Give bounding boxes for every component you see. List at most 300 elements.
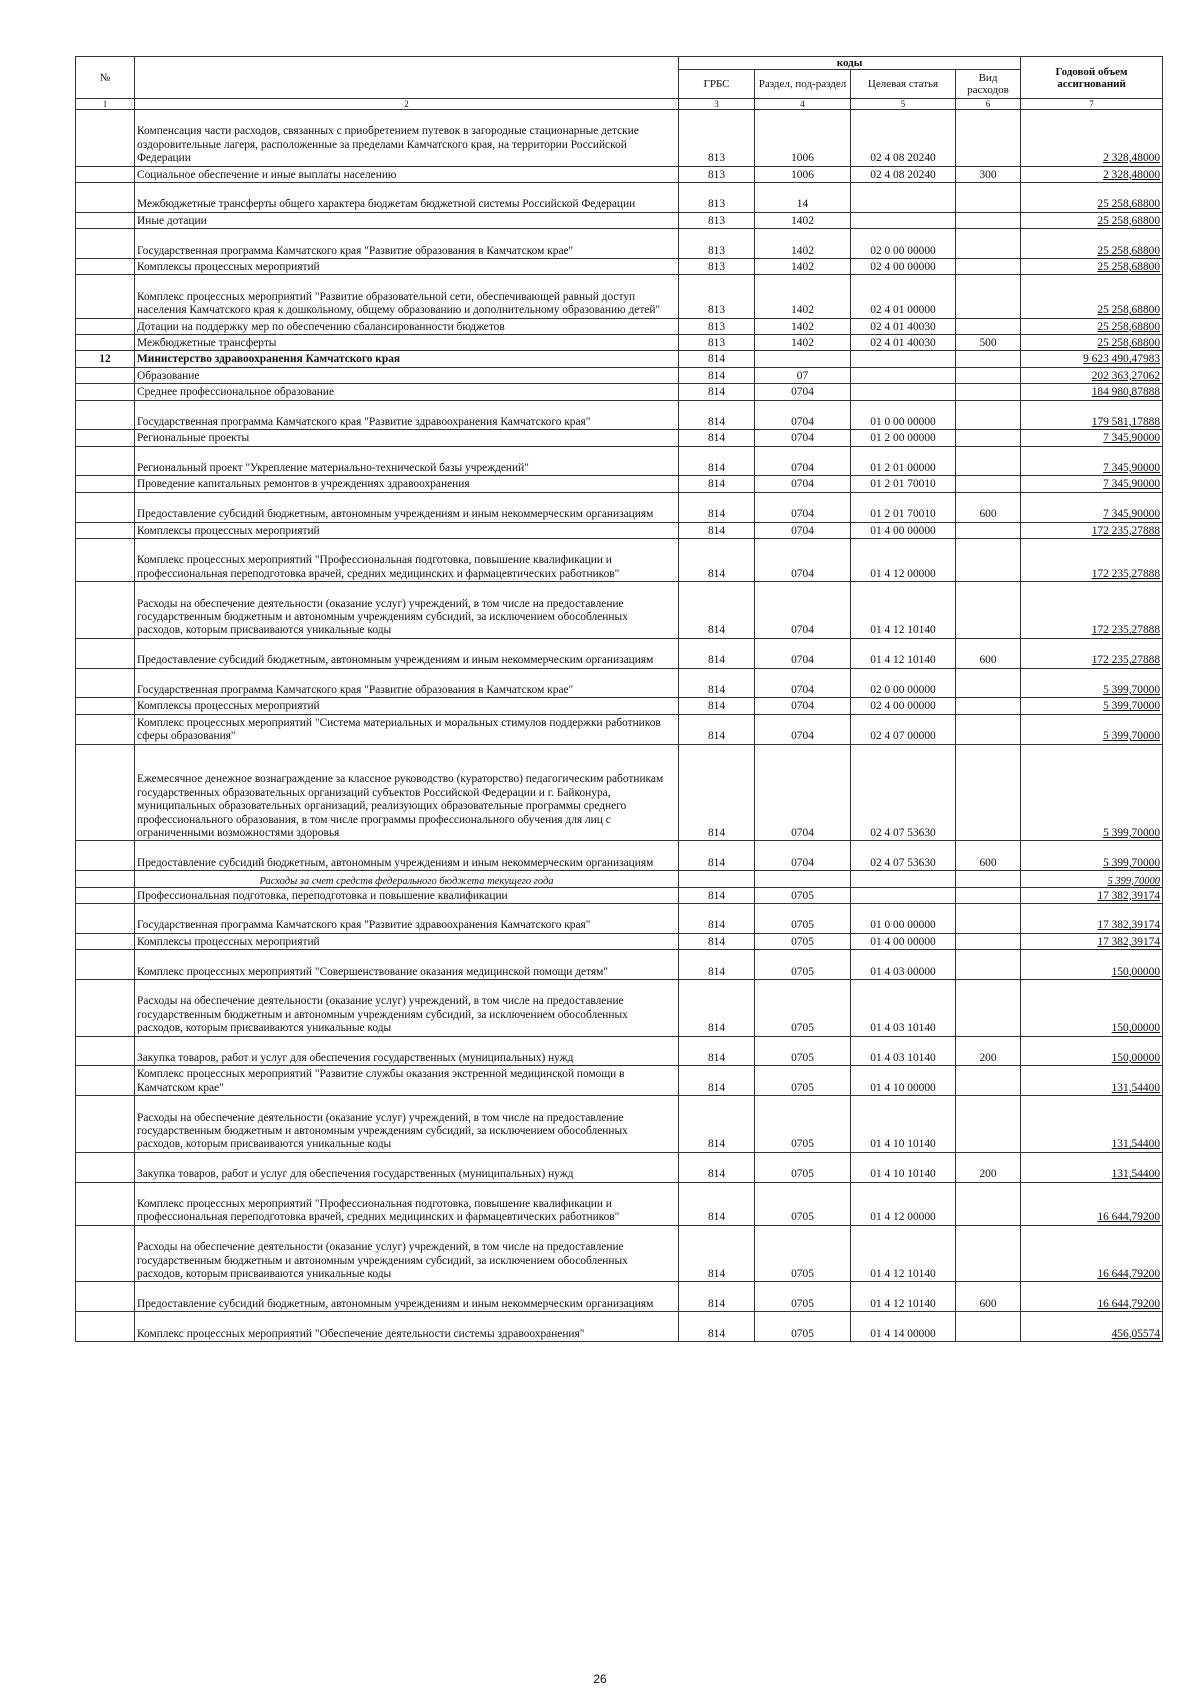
row-number [76, 744, 135, 841]
row-number [76, 476, 135, 492]
row-razdel: 0704 [755, 400, 851, 430]
row-expense-type: 300 [956, 166, 1021, 182]
row-name: Комплекс процессных мероприятий "Профессиональная подготовка, повышение квалификации и профессиональная переподготовка врачей, средних медицинских и фармацевтических работников" [135, 1182, 679, 1225]
row-grbs: 813 [679, 212, 755, 228]
row-razdel: 0704 [755, 476, 851, 492]
row-name: Комплексы процессных мероприятий [135, 698, 679, 714]
row-grbs [679, 871, 755, 887]
table-row [76, 446, 1163, 476]
row-amount: 25 258,68800 [1021, 182, 1163, 212]
row-number [76, 714, 135, 744]
row-target-article [851, 887, 956, 903]
table-row [76, 229, 1163, 259]
header-grbs: ГРБС [679, 70, 755, 99]
row-number [76, 166, 135, 182]
row-name: Комплексы процессных мероприятий [135, 258, 679, 274]
row-number [76, 1066, 135, 1096]
budget-table [75, 56, 1163, 1342]
table-row [76, 539, 1163, 582]
row-number [76, 582, 135, 639]
row-amount: 131,54400 [1021, 1096, 1163, 1153]
header-target-article: Целевая статья [851, 70, 956, 99]
row-target-article: 01 4 12 10140 [851, 582, 956, 639]
row-number [76, 1282, 135, 1312]
row-target-article: 01 0 00 00000 [851, 400, 956, 430]
row-grbs: 814 [679, 351, 755, 367]
row-target-article: 01 2 01 70010 [851, 492, 956, 522]
row-amount: 5 399,70000 [1021, 698, 1163, 714]
header-codes: коды [679, 57, 1021, 70]
row-name: Компенсация части расходов, связанных с приобретением путевок в загородные стационарные детские оздоровительные лагеря, расположенные за пределами Камчатского края, на территории Российской Федерации [135, 110, 679, 167]
row-expense-type [956, 714, 1021, 744]
row-amount: 7 345,90000 [1021, 446, 1163, 476]
row-target-article: 02 4 07 00000 [851, 714, 956, 744]
table-row [76, 871, 1163, 887]
row-target-article: 01 4 03 00000 [851, 950, 956, 980]
table-row [76, 1282, 1163, 1312]
row-amount: 7 345,90000 [1021, 430, 1163, 446]
row-target-article: 01 4 12 00000 [851, 539, 956, 582]
row-razdel: 0705 [755, 1282, 851, 1312]
row-target-article: 02 4 01 40030 [851, 318, 956, 334]
row-target-article: 02 0 00 00000 [851, 229, 956, 259]
row-name: Государственная программа Камчатского края "Развитие образования в Камчатском крае" [135, 229, 679, 259]
table-row [76, 430, 1163, 446]
row-number [76, 229, 135, 259]
row-name: Проведение капитальных ремонтов в учреждениях здравоохранения [135, 476, 679, 492]
row-amount: 131,54400 [1021, 1152, 1163, 1182]
row-razdel: 0704 [755, 384, 851, 400]
row-expense-type [956, 1182, 1021, 1225]
row-expense-type: 200 [956, 1036, 1021, 1066]
row-number [76, 110, 135, 167]
row-number [76, 887, 135, 903]
row-number [76, 904, 135, 934]
row-grbs: 814 [679, 446, 755, 476]
row-expense-type [956, 698, 1021, 714]
row-name: Дотации на поддержку мер по обеспечению сбалансированности бюджетов [135, 318, 679, 334]
col-number: 1 [76, 99, 135, 110]
row-expense-type: 500 [956, 334, 1021, 350]
table-row [76, 714, 1163, 744]
row-razdel: 0704 [755, 446, 851, 476]
row-grbs: 814 [679, 841, 755, 871]
row-expense-type [956, 476, 1021, 492]
table-body [76, 110, 1163, 1342]
row-expense-type [956, 979, 1021, 1036]
row-amount: 5 399,70000 [1021, 714, 1163, 744]
row-razdel: 0705 [755, 1312, 851, 1342]
row-amount: 16 644,79200 [1021, 1182, 1163, 1225]
row-razdel: 0704 [755, 698, 851, 714]
table-row [76, 1312, 1163, 1342]
row-razdel: 1006 [755, 166, 851, 182]
row-name: Предоставление субсидий бюджетным, автономным учреждениям и иным некоммерческим организациям [135, 638, 679, 668]
header-name [135, 57, 679, 99]
row-target-article [851, 212, 956, 228]
row-expense-type [956, 904, 1021, 934]
table-row [76, 1066, 1163, 1096]
row-razdel: 0704 [755, 582, 851, 639]
row-target-article [851, 351, 956, 367]
row-expense-type [956, 933, 1021, 949]
row-name: Предоставление субсидий бюджетным, автономным учреждениям и иным некоммерческим организациям [135, 841, 679, 871]
row-target-article: 01 4 12 10140 [851, 1282, 956, 1312]
row-expense-type: 200 [956, 1152, 1021, 1182]
table-row [76, 887, 1163, 903]
row-expense-type [956, 400, 1021, 430]
row-expense-type [956, 582, 1021, 639]
table-row [76, 275, 1163, 318]
row-number [76, 1152, 135, 1182]
row-grbs: 814 [679, 430, 755, 446]
row-number [76, 841, 135, 871]
row-number [76, 334, 135, 350]
row-amount: 25 258,68800 [1021, 318, 1163, 334]
row-amount: 5 399,70000 [1021, 841, 1163, 871]
row-razdel: 0704 [755, 668, 851, 698]
row-grbs: 814 [679, 1225, 755, 1282]
row-name: Расходы на обеспечение деятельности (оказание услуг) учреждений, в том числе на предоставление государственным бюджетным и автономным учреждениям субсидий, за исключением обособленных расходов, которым присваиваются уникальные коды [135, 582, 679, 639]
row-razdel: 1402 [755, 334, 851, 350]
table-row [76, 698, 1163, 714]
col-number: 5 [851, 99, 956, 110]
table-row [76, 318, 1163, 334]
row-razdel: 0705 [755, 1182, 851, 1225]
table-row [76, 522, 1163, 538]
table-row [76, 1152, 1163, 1182]
row-grbs: 814 [679, 384, 755, 400]
row-grbs: 814 [679, 476, 755, 492]
row-grbs: 814 [679, 744, 755, 841]
row-amount: 25 258,68800 [1021, 275, 1163, 318]
row-number [76, 522, 135, 538]
table-row [76, 492, 1163, 522]
row-expense-type [956, 539, 1021, 582]
row-grbs: 814 [679, 1152, 755, 1182]
row-number [76, 638, 135, 668]
row-amount: 2 328,48000 [1021, 166, 1163, 182]
row-expense-type [956, 212, 1021, 228]
row-expense-type [956, 887, 1021, 903]
row-razdel: 0705 [755, 1036, 851, 1066]
row-target-article: 01 4 12 10140 [851, 1225, 956, 1282]
row-razdel: 0705 [755, 950, 851, 980]
row-grbs: 814 [679, 933, 755, 949]
row-expense-type [956, 318, 1021, 334]
row-expense-type [956, 744, 1021, 841]
row-razdel: 1402 [755, 229, 851, 259]
row-amount: 172 235,27888 [1021, 582, 1163, 639]
row-razdel: 0704 [755, 638, 851, 668]
row-target-article [851, 367, 956, 383]
row-grbs: 813 [679, 275, 755, 318]
row-razdel: 0704 [755, 430, 851, 446]
table-row [76, 904, 1163, 934]
row-target-article: 01 4 03 10140 [851, 979, 956, 1036]
row-name: Комплекс процессных мероприятий "Развитие службы оказания экстренной медицинской помощи в Камчатском крае" [135, 1066, 679, 1096]
row-target-article: 02 0 00 00000 [851, 668, 956, 698]
table-row [76, 638, 1163, 668]
row-amount: 17 382,39174 [1021, 904, 1163, 934]
row-grbs: 814 [679, 1066, 755, 1096]
row-target-article: 01 4 12 10140 [851, 638, 956, 668]
table-row [76, 367, 1163, 383]
row-number [76, 182, 135, 212]
row-name: Расходы на обеспечение деятельности (оказание услуг) учреждений, в том числе на предоставление государственным бюджетным и автономным учреждениям субсидий, за исключением обособленных расходов, которым присваиваются уникальные коды [135, 979, 679, 1036]
row-expense-type [956, 950, 1021, 980]
row-number [76, 871, 135, 887]
row-number [76, 1096, 135, 1153]
row-expense-type [956, 384, 1021, 400]
table-row [76, 668, 1163, 698]
row-razdel: 1402 [755, 318, 851, 334]
row-target-article: 02 4 08 20240 [851, 166, 956, 182]
row-razdel: 0705 [755, 1225, 851, 1282]
row-target-article: 01 4 00 00000 [851, 522, 956, 538]
row-grbs: 814 [679, 698, 755, 714]
row-razdel: 0704 [755, 492, 851, 522]
row-grbs: 814 [679, 492, 755, 522]
row-expense-type [956, 1312, 1021, 1342]
row-target-article: 01 4 00 00000 [851, 933, 956, 949]
row-amount: 17 382,39174 [1021, 933, 1163, 949]
row-expense-type: 600 [956, 638, 1021, 668]
row-target-article: 01 4 12 00000 [851, 1182, 956, 1225]
row-amount: 16 644,79200 [1021, 1282, 1163, 1312]
row-target-article: 01 2 01 00000 [851, 446, 956, 476]
row-grbs: 813 [679, 229, 755, 259]
row-expense-type [956, 229, 1021, 259]
col-number: 2 [135, 99, 679, 110]
row-grbs: 814 [679, 887, 755, 903]
row-number [76, 1182, 135, 1225]
row-amount: 25 258,68800 [1021, 229, 1163, 259]
row-target-article: 01 4 03 10140 [851, 1036, 956, 1066]
col-number: 3 [679, 99, 755, 110]
row-name: Предоставление субсидий бюджетным, автономным учреждениям и иным некоммерческим организациям [135, 492, 679, 522]
row-name: Министерство здравоохранения Камчатского края [135, 351, 679, 367]
row-razdel [755, 871, 851, 887]
table-row [76, 1182, 1163, 1225]
row-amount: 172 235,27888 [1021, 638, 1163, 668]
row-amount: 25 258,68800 [1021, 334, 1163, 350]
table-row [76, 110, 1163, 167]
row-name: Образование [135, 367, 679, 383]
row-amount: 7 345,90000 [1021, 476, 1163, 492]
row-target-article [851, 871, 956, 887]
row-grbs: 814 [679, 1282, 755, 1312]
row-target-article: 02 4 00 00000 [851, 698, 956, 714]
header-razdel: Раздел, под-раздел [755, 70, 851, 99]
row-name: Социальное обеспечение и иные выплаты населению [135, 166, 679, 182]
row-razdel [755, 351, 851, 367]
row-target-article: 01 4 10 10140 [851, 1096, 956, 1153]
row-expense-type [956, 1096, 1021, 1153]
row-target-article: 01 4 10 10140 [851, 1152, 956, 1182]
table-row [76, 1036, 1163, 1066]
row-name: Межбюджетные трансферты [135, 334, 679, 350]
row-expense-type: 600 [956, 492, 1021, 522]
row-number [76, 446, 135, 476]
table-row [76, 400, 1163, 430]
row-name: Государственная программа Камчатского края "Развитие здравоохранения Камчатского края" [135, 400, 679, 430]
table-row [76, 182, 1163, 212]
row-amount: 172 235,27888 [1021, 522, 1163, 538]
row-expense-type [956, 367, 1021, 383]
row-razdel: 0704 [755, 841, 851, 871]
row-amount: 7 345,90000 [1021, 492, 1163, 522]
row-expense-type [956, 522, 1021, 538]
row-number [76, 318, 135, 334]
row-grbs: 814 [679, 714, 755, 744]
row-name: Комплекс процессных мероприятий "Развитие образовательной сети, обеспечивающей равный доступ населения Камчатского края к дошкольному, общему образованию и дополнительному образованию детей" [135, 275, 679, 318]
row-name: Межбюджетные трансферты общего характера бюджетам бюджетной системы Российской Федерации [135, 182, 679, 212]
row-target-article [851, 384, 956, 400]
row-razdel: 0705 [755, 1152, 851, 1182]
table-header [76, 57, 1163, 110]
row-amount: 16 644,79200 [1021, 1225, 1163, 1282]
row-grbs: 814 [679, 522, 755, 538]
row-razdel: 0705 [755, 1096, 851, 1153]
row-expense-type: 600 [956, 841, 1021, 871]
row-number [76, 430, 135, 446]
row-name: Комплексы процессных мероприятий [135, 933, 679, 949]
row-name: Комплекс процессных мероприятий "Профессиональная подготовка, повышение квалификации и профессиональная переподготовка врачей, средних медицинских и фармацевтических работников" [135, 539, 679, 582]
row-expense-type [956, 668, 1021, 698]
row-name: Расходы за счет средств федерального бюджета текущего года [135, 871, 679, 887]
row-number [76, 1312, 135, 1342]
row-name: Комплексы процессных мероприятий [135, 522, 679, 538]
row-target-article: 02 4 07 53630 [851, 744, 956, 841]
row-name: Комплекс процессных мероприятий "Система материальных и моральных стимулов поддержки работников сферы образования" [135, 714, 679, 744]
header-num: № [76, 57, 135, 99]
row-number [76, 275, 135, 318]
row-razdel: 0704 [755, 522, 851, 538]
row-amount: 5 399,70000 [1021, 668, 1163, 698]
row-name: Предоставление субсидий бюджетным, автономным учреждениям и иным некоммерческим организациям [135, 1282, 679, 1312]
table-row [76, 212, 1163, 228]
row-grbs: 813 [679, 110, 755, 167]
row-expense-type [956, 182, 1021, 212]
row-target-article: 02 4 01 40030 [851, 334, 956, 350]
table-row [76, 841, 1163, 871]
row-number [76, 698, 135, 714]
table-row [76, 351, 1163, 367]
row-grbs: 813 [679, 182, 755, 212]
row-target-article: 02 4 07 53630 [851, 841, 956, 871]
row-amount: 131,54400 [1021, 1066, 1163, 1096]
table-row [76, 933, 1163, 949]
row-amount: 2 328,48000 [1021, 110, 1163, 167]
row-target-article: 01 2 01 70010 [851, 476, 956, 492]
header-expense-type: Вид расходов [956, 70, 1021, 99]
row-target-article [851, 182, 956, 212]
row-razdel: 1006 [755, 110, 851, 167]
row-grbs: 814 [679, 539, 755, 582]
row-number [76, 212, 135, 228]
row-amount: 17 382,39174 [1021, 887, 1163, 903]
row-razdel: 1402 [755, 258, 851, 274]
row-name: Региональные проекты [135, 430, 679, 446]
row-name: Расходы на обеспечение деятельности (оказание услуг) учреждений, в том числе на предоставление государственным бюджетным и автономным учреждениям субсидий, за исключением обособленных расходов, которым присваиваются уникальные коды [135, 1225, 679, 1282]
row-grbs: 813 [679, 258, 755, 274]
row-name: Ежемесячное денежное вознаграждение за классное руководство (кураторство) педагогическим работникам государственных образовательных организаций субъектов Российской Федерации и г. Байконура, муниципальных образовательных организаций, реализующих образовательные программы среднего профессионального образования, в том числе программы профессионального обучения для лиц с ограниченными возможностями здоровья [135, 744, 679, 841]
row-number [76, 400, 135, 430]
row-amount: 184 980,87888 [1021, 384, 1163, 400]
row-amount: 9 623 490,47983 [1021, 351, 1163, 367]
row-grbs: 814 [679, 904, 755, 934]
table-row [76, 744, 1163, 841]
row-razdel: 0704 [755, 714, 851, 744]
table-row [76, 166, 1163, 182]
row-number [76, 1225, 135, 1282]
row-target-article: 02 4 08 20240 [851, 110, 956, 167]
row-number [76, 1036, 135, 1066]
row-amount: 25 258,68800 [1021, 212, 1163, 228]
table-row [76, 334, 1163, 350]
row-grbs: 814 [679, 582, 755, 639]
col-number: 6 [956, 99, 1021, 110]
row-name: Государственная программа Камчатского края "Развитие здравоохранения Камчатского края" [135, 904, 679, 934]
row-expense-type [956, 351, 1021, 367]
row-expense-type [956, 1066, 1021, 1096]
row-grbs: 813 [679, 334, 755, 350]
row-amount: 172 235,27888 [1021, 539, 1163, 582]
table-row [76, 258, 1163, 274]
row-amount: 202 363,27062 [1021, 367, 1163, 383]
row-number [76, 950, 135, 980]
table-row [76, 384, 1163, 400]
row-expense-type [956, 275, 1021, 318]
row-number [76, 979, 135, 1036]
row-razdel: 0705 [755, 1066, 851, 1096]
header-annual-volume: Годовой объем ассигнований [1021, 57, 1163, 99]
row-name: Государственная программа Камчатского края "Развитие образования в Камчатском крае" [135, 668, 679, 698]
row-razdel: 1402 [755, 212, 851, 228]
row-amount: 25 258,68800 [1021, 258, 1163, 274]
row-name: Иные дотации [135, 212, 679, 228]
page-number: 26 [593, 1672, 607, 1686]
col-number: 7 [1021, 99, 1163, 110]
row-name: Комплекс процессных мероприятий "Обеспечение деятельности системы здравоохранения" [135, 1312, 679, 1342]
row-target-article: 01 2 00 00000 [851, 430, 956, 446]
row-grbs: 814 [679, 367, 755, 383]
row-razdel: 0705 [755, 887, 851, 903]
row-number [76, 539, 135, 582]
table-row [76, 476, 1163, 492]
row-amount: 5 399,70000 [1021, 744, 1163, 841]
row-grbs: 813 [679, 166, 755, 182]
row-razdel: 0704 [755, 539, 851, 582]
row-expense-type [956, 430, 1021, 446]
row-grbs: 814 [679, 1096, 755, 1153]
row-grbs: 813 [679, 318, 755, 334]
row-amount: 150,00000 [1021, 979, 1163, 1036]
row-expense-type [956, 1225, 1021, 1282]
row-number [76, 384, 135, 400]
row-name: Закупка товаров, работ и услуг для обеспечения государственных (муниципальных) нужд [135, 1152, 679, 1182]
table-row [76, 582, 1163, 639]
row-target-article: 02 4 01 00000 [851, 275, 956, 318]
row-number [76, 933, 135, 949]
row-expense-type [956, 871, 1021, 887]
table-row [76, 950, 1163, 980]
row-razdel: 07 [755, 367, 851, 383]
row-grbs: 814 [679, 1036, 755, 1066]
row-grbs: 814 [679, 668, 755, 698]
row-amount: 150,00000 [1021, 950, 1163, 980]
